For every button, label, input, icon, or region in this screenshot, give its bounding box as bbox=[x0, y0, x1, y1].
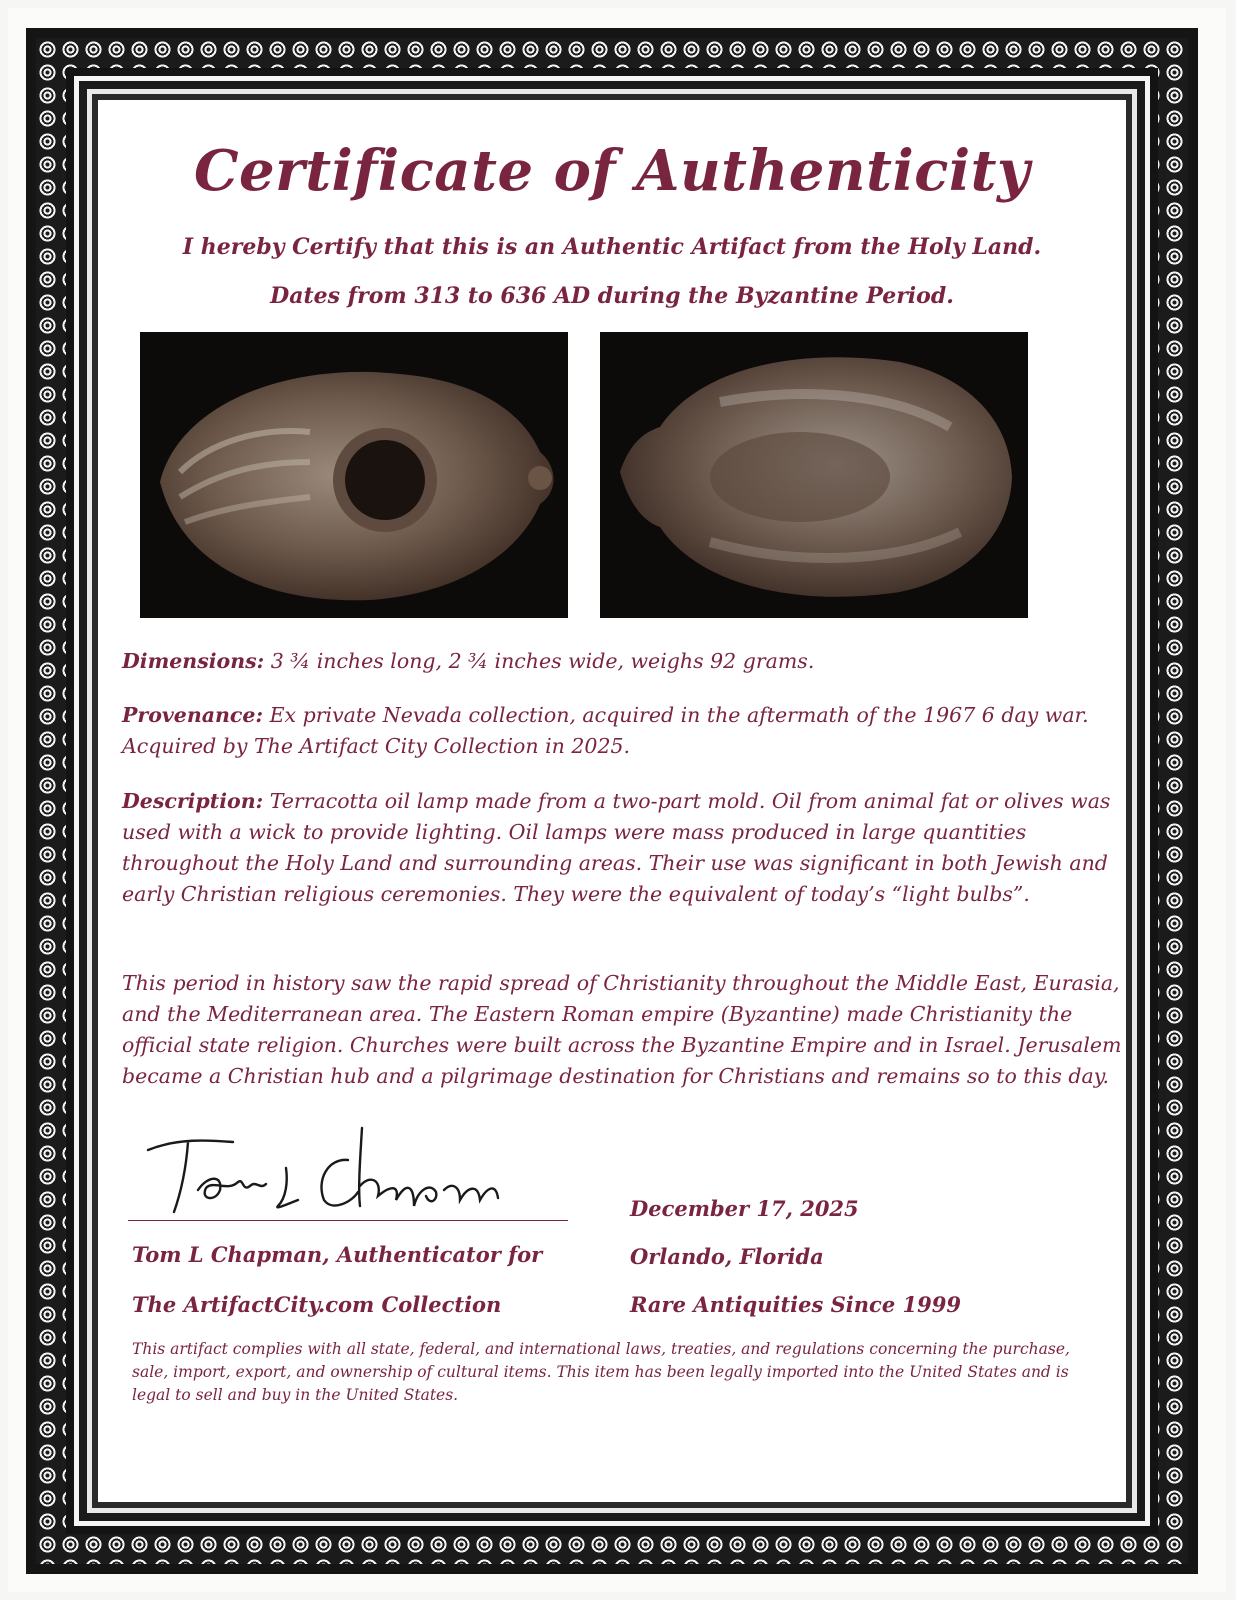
signer-name: Tom L Chapman, Authenticator for bbox=[132, 1242, 543, 1267]
certificate-title: Certificate of Authenticity bbox=[193, 138, 1031, 204]
provenance-paragraph bbox=[122, 700, 1122, 762]
description-paragraph bbox=[122, 786, 1122, 910]
certify-statement: I hereby Certify that this is an Authentic Artifact from the Holy Land. bbox=[182, 234, 1042, 260]
provenance-label: Provenance: bbox=[122, 703, 264, 727]
collection-name: The ArtifactCity.com Collection bbox=[132, 1292, 502, 1317]
description-label: Description: bbox=[122, 789, 264, 813]
dimensions-text: 3 ¾ inches long, 2 ¾ inches wide, weighs 92 grams. bbox=[270, 649, 815, 673]
history-paragraph: This period in history saw the rapid spread of Christianity throughout the Middle East, Eurasia, and the Mediterranean area. The Eastern Roman empire (Byzantine) made Christianity the official state religion. Churches were built across the Byzantine Empire and in Israel. Jerusalem became a Christian hub and a pilgrimage destination for Christians and remains so to this day. bbox=[122, 971, 1122, 1088]
lamp-photo-top-view bbox=[140, 332, 568, 618]
handwritten-signature bbox=[138, 1120, 518, 1220]
certificate-body bbox=[98, 100, 1126, 1502]
signature-line bbox=[128, 1220, 568, 1221]
description-text: Terracotta oil lamp made from a two-part mold. Oil from animal fat or olives was used with a wick to provide lighting. Oil lamps were mass produced in large quantities throughout the Holy Land and surrounding areas. Their use was significant in both Jewish and early Christian religious ceremonies. They were the equivalent of today’s “light bulbs”. bbox=[122, 789, 1111, 906]
certificate-date: December 17, 2025 bbox=[630, 1196, 859, 1221]
dimensions-paragraph bbox=[122, 646, 1122, 677]
provenance-text: Ex private Nevada collection, acquired in the aftermath of the 1967 6 day war. Acquired by The Artifact City Collection in 2025. bbox=[122, 703, 1089, 758]
lamp-photo-bottom-view bbox=[600, 332, 1028, 618]
period-statement: Dates from 313 to 636 AD during the Byzantine Period. bbox=[270, 283, 954, 309]
certificate-location: Orlando, Florida bbox=[630, 1244, 824, 1269]
dimensions-label: Dimensions: bbox=[122, 649, 265, 673]
legal-compliance-note: This artifact complies with all state, federal, and international laws, treaties, and regulations concerning the purchase, sale, import, export, and ownership of cultural items. This item has been legally imported into the United States and is legal to sell and buy in the United States. bbox=[132, 1340, 1070, 1404]
business-tagline: Rare Antiquities Since 1999 bbox=[630, 1292, 961, 1317]
